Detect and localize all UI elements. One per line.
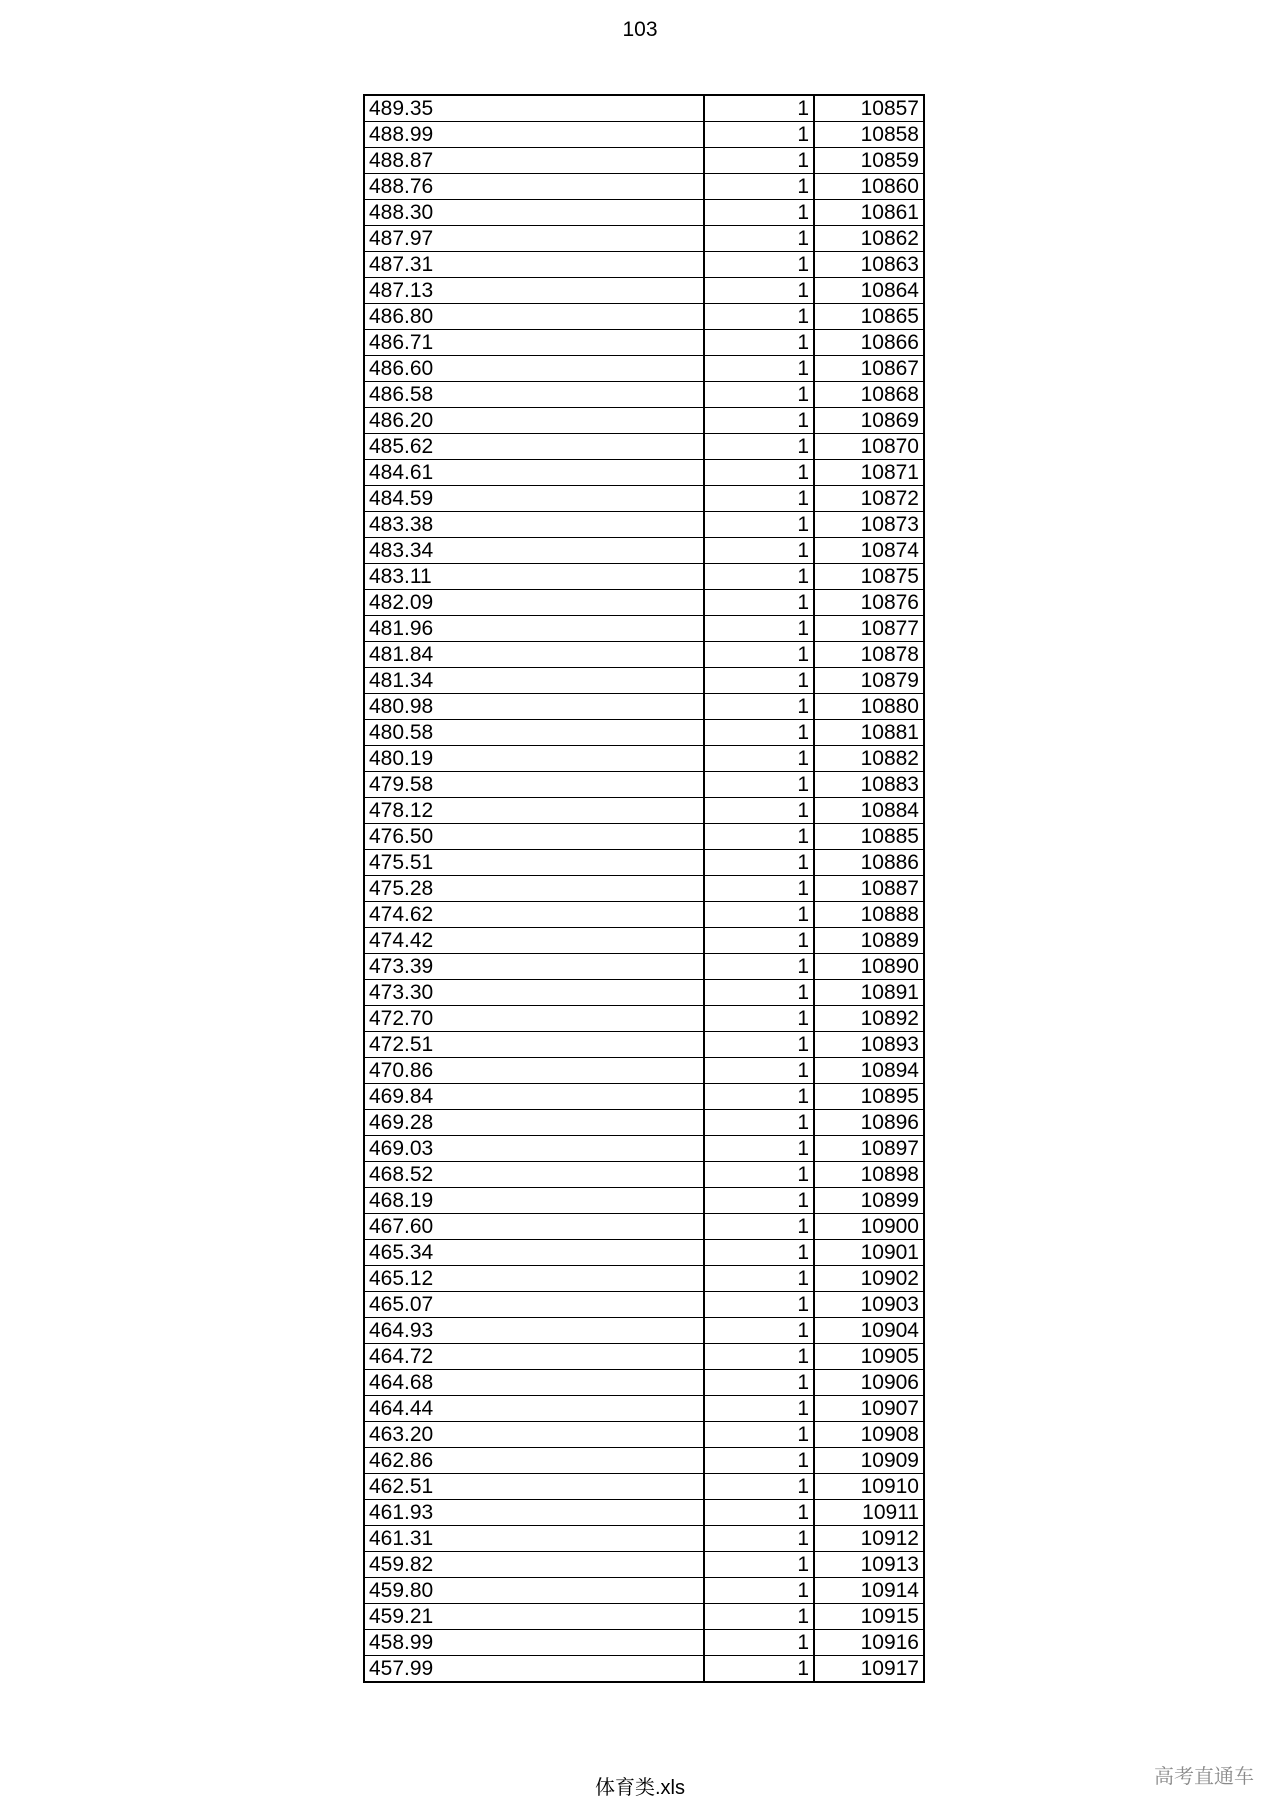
score-cell: 459.80 xyxy=(364,1578,704,1604)
count-cell: 1 xyxy=(704,1578,814,1604)
score-cell: 486.20 xyxy=(364,408,704,434)
count-cell: 1 xyxy=(704,1084,814,1110)
rank-cell: 10896 xyxy=(814,1110,924,1136)
table-row xyxy=(364,642,924,668)
rank-cell: 10892 xyxy=(814,1006,924,1032)
score-cell: 481.96 xyxy=(364,616,704,642)
table-row xyxy=(364,486,924,512)
rank-cell: 10914 xyxy=(814,1578,924,1604)
table-row xyxy=(364,590,924,616)
count-cell: 1 xyxy=(704,486,814,512)
rank-cell: 10915 xyxy=(814,1604,924,1630)
table-row xyxy=(364,1214,924,1240)
rank-cell: 10906 xyxy=(814,1370,924,1396)
rank-cell: 10868 xyxy=(814,382,924,408)
rank-cell: 10911 xyxy=(814,1500,924,1526)
rank-cell: 10893 xyxy=(814,1032,924,1058)
rank-cell: 10872 xyxy=(814,486,924,512)
table-row xyxy=(364,95,924,122)
score-cell: 468.52 xyxy=(364,1162,704,1188)
rank-cell: 10903 xyxy=(814,1292,924,1318)
rank-cell: 10912 xyxy=(814,1526,924,1552)
count-cell: 1 xyxy=(704,694,814,720)
score-cell: 487.31 xyxy=(364,252,704,278)
table-row xyxy=(364,1526,924,1552)
table-row xyxy=(364,1240,924,1266)
score-cell: 474.62 xyxy=(364,902,704,928)
table-row xyxy=(364,1136,924,1162)
score-cell: 483.11 xyxy=(364,564,704,590)
score-cell: 472.70 xyxy=(364,1006,704,1032)
count-cell: 1 xyxy=(704,1370,814,1396)
rank-cell: 10862 xyxy=(814,226,924,252)
count-cell: 1 xyxy=(704,980,814,1006)
rank-cell: 10865 xyxy=(814,304,924,330)
rank-cell: 10909 xyxy=(814,1448,924,1474)
score-cell: 475.28 xyxy=(364,876,704,902)
rank-cell: 10879 xyxy=(814,668,924,694)
count-cell: 1 xyxy=(704,564,814,590)
count-cell: 1 xyxy=(704,772,814,798)
table-row xyxy=(364,382,924,408)
count-cell: 1 xyxy=(704,1058,814,1084)
score-cell: 461.93 xyxy=(364,1500,704,1526)
rank-cell: 10900 xyxy=(814,1214,924,1240)
rank-cell: 10861 xyxy=(814,200,924,226)
score-cell: 464.68 xyxy=(364,1370,704,1396)
score-cell: 478.12 xyxy=(364,798,704,824)
table-row xyxy=(364,226,924,252)
count-cell: 1 xyxy=(704,174,814,200)
rank-cell: 10857 xyxy=(814,95,924,122)
score-cell: 486.58 xyxy=(364,382,704,408)
rank-cell: 10897 xyxy=(814,1136,924,1162)
count-cell: 1 xyxy=(704,356,814,382)
table-row xyxy=(364,616,924,642)
count-cell: 1 xyxy=(704,1032,814,1058)
table-row xyxy=(364,1474,924,1500)
rank-cell: 10885 xyxy=(814,824,924,850)
count-cell: 1 xyxy=(704,512,814,538)
table-row xyxy=(364,148,924,174)
rank-cell: 10904 xyxy=(814,1318,924,1344)
count-cell: 1 xyxy=(704,122,814,148)
count-cell: 1 xyxy=(704,720,814,746)
rank-cell: 10870 xyxy=(814,434,924,460)
rank-cell: 10860 xyxy=(814,174,924,200)
table-row xyxy=(364,278,924,304)
score-cell: 480.19 xyxy=(364,746,704,772)
table-row xyxy=(364,1006,924,1032)
table-row xyxy=(364,200,924,226)
score-cell: 480.58 xyxy=(364,720,704,746)
count-cell: 1 xyxy=(704,954,814,980)
rank-cell: 10877 xyxy=(814,616,924,642)
table-row xyxy=(364,746,924,772)
rank-cell: 10880 xyxy=(814,694,924,720)
count-cell: 1 xyxy=(704,1110,814,1136)
table-row xyxy=(364,408,924,434)
table-row xyxy=(364,1604,924,1630)
table-row xyxy=(364,1162,924,1188)
score-cell: 459.21 xyxy=(364,1604,704,1630)
count-cell: 1 xyxy=(704,1344,814,1370)
score-cell: 485.62 xyxy=(364,434,704,460)
count-cell: 1 xyxy=(704,850,814,876)
score-cell: 488.76 xyxy=(364,174,704,200)
count-cell: 1 xyxy=(704,1136,814,1162)
rank-cell: 10913 xyxy=(814,1552,924,1578)
table-row xyxy=(364,356,924,382)
rank-cell: 10899 xyxy=(814,1188,924,1214)
table-row xyxy=(364,954,924,980)
table-row xyxy=(364,1292,924,1318)
rank-cell: 10889 xyxy=(814,928,924,954)
count-cell: 1 xyxy=(704,746,814,772)
score-cell: 462.86 xyxy=(364,1448,704,1474)
score-cell: 464.72 xyxy=(364,1344,704,1370)
count-cell: 1 xyxy=(704,1630,814,1656)
table-row xyxy=(364,1318,924,1344)
score-cell: 479.58 xyxy=(364,772,704,798)
table-row xyxy=(364,928,924,954)
count-cell: 1 xyxy=(704,1318,814,1344)
score-cell: 465.34 xyxy=(364,1240,704,1266)
count-cell: 1 xyxy=(704,1162,814,1188)
rank-cell: 10883 xyxy=(814,772,924,798)
score-cell: 484.59 xyxy=(364,486,704,512)
score-cell: 484.61 xyxy=(364,460,704,486)
rank-cell: 10887 xyxy=(814,876,924,902)
rank-cell: 10859 xyxy=(814,148,924,174)
count-cell: 1 xyxy=(704,538,814,564)
rank-cell: 10884 xyxy=(814,798,924,824)
count-cell: 1 xyxy=(704,1006,814,1032)
count-cell: 1 xyxy=(704,1214,814,1240)
score-cell: 483.38 xyxy=(364,512,704,538)
score-cell: 486.60 xyxy=(364,356,704,382)
count-cell: 1 xyxy=(704,1266,814,1292)
count-cell: 1 xyxy=(704,1448,814,1474)
count-cell: 1 xyxy=(704,408,814,434)
table-row xyxy=(364,1396,924,1422)
rank-cell: 10876 xyxy=(814,590,924,616)
rank-cell: 10901 xyxy=(814,1240,924,1266)
table-row xyxy=(364,122,924,148)
score-cell: 469.28 xyxy=(364,1110,704,1136)
count-cell: 1 xyxy=(704,200,814,226)
rank-cell: 10869 xyxy=(814,408,924,434)
rank-cell: 10886 xyxy=(814,850,924,876)
score-cell: 457.99 xyxy=(364,1656,704,1683)
table-row xyxy=(364,1422,924,1448)
table-row xyxy=(364,1032,924,1058)
count-cell: 1 xyxy=(704,252,814,278)
watermark-text: 高考直通车 xyxy=(1154,1766,1254,1788)
table-row xyxy=(364,1630,924,1656)
count-cell: 1 xyxy=(704,876,814,902)
count-cell: 1 xyxy=(704,1188,814,1214)
rank-cell: 10882 xyxy=(814,746,924,772)
score-cell: 489.35 xyxy=(364,95,704,122)
rank-cell: 10871 xyxy=(814,460,924,486)
rank-cell: 10866 xyxy=(814,330,924,356)
score-cell: 487.97 xyxy=(364,226,704,252)
rank-cell: 10867 xyxy=(814,356,924,382)
count-cell: 1 xyxy=(704,928,814,954)
rank-cell: 10864 xyxy=(814,278,924,304)
score-cell: 488.87 xyxy=(364,148,704,174)
count-cell: 1 xyxy=(704,616,814,642)
count-cell: 1 xyxy=(704,304,814,330)
table-row xyxy=(364,460,924,486)
table-row xyxy=(364,668,924,694)
table-row xyxy=(364,902,924,928)
rank-cell: 10875 xyxy=(814,564,924,590)
table-row xyxy=(364,824,924,850)
table-row xyxy=(364,538,924,564)
table-row xyxy=(364,434,924,460)
score-cell: 487.13 xyxy=(364,278,704,304)
table-row xyxy=(364,1058,924,1084)
table-row xyxy=(364,850,924,876)
table-row xyxy=(364,1266,924,1292)
table-body xyxy=(364,95,924,1682)
rank-cell: 10894 xyxy=(814,1058,924,1084)
table-row xyxy=(364,1084,924,1110)
score-cell: 472.51 xyxy=(364,1032,704,1058)
footer-filename: 体育类.xls xyxy=(595,1777,685,1799)
rank-cell: 10908 xyxy=(814,1422,924,1448)
rank-cell: 10858 xyxy=(814,122,924,148)
score-cell: 458.99 xyxy=(364,1630,704,1656)
rank-cell: 10902 xyxy=(814,1266,924,1292)
rank-cell: 10907 xyxy=(814,1396,924,1422)
score-cell: 467.60 xyxy=(364,1214,704,1240)
score-cell: 488.99 xyxy=(364,122,704,148)
score-cell: 462.51 xyxy=(364,1474,704,1500)
count-cell: 1 xyxy=(704,1500,814,1526)
rank-cell: 10890 xyxy=(814,954,924,980)
score-cell: 470.86 xyxy=(364,1058,704,1084)
count-cell: 1 xyxy=(704,460,814,486)
count-cell: 1 xyxy=(704,95,814,122)
count-cell: 1 xyxy=(704,226,814,252)
table-row xyxy=(364,1578,924,1604)
table-row xyxy=(364,980,924,1006)
count-cell: 1 xyxy=(704,1396,814,1422)
score-cell: 486.71 xyxy=(364,330,704,356)
score-cell: 459.82 xyxy=(364,1552,704,1578)
count-cell: 1 xyxy=(704,434,814,460)
count-cell: 1 xyxy=(704,1552,814,1578)
score-cell: 464.44 xyxy=(364,1396,704,1422)
table-row xyxy=(364,1448,924,1474)
rank-cell: 10910 xyxy=(814,1474,924,1500)
score-cell: 474.42 xyxy=(364,928,704,954)
score-cell: 463.20 xyxy=(364,1422,704,1448)
count-cell: 1 xyxy=(704,1656,814,1683)
score-cell: 483.34 xyxy=(364,538,704,564)
score-cell: 476.50 xyxy=(364,824,704,850)
rank-cell: 10874 xyxy=(814,538,924,564)
count-cell: 1 xyxy=(704,330,814,356)
score-cell: 482.09 xyxy=(364,590,704,616)
rank-cell: 10881 xyxy=(814,720,924,746)
rank-cell: 10895 xyxy=(814,1084,924,1110)
table-row xyxy=(364,330,924,356)
rank-cell: 10905 xyxy=(814,1344,924,1370)
table-row xyxy=(364,1188,924,1214)
table-row xyxy=(364,512,924,538)
count-cell: 1 xyxy=(704,642,814,668)
score-cell: 468.19 xyxy=(364,1188,704,1214)
rank-cell: 10898 xyxy=(814,1162,924,1188)
score-cell: 475.51 xyxy=(364,850,704,876)
table-row xyxy=(364,1656,924,1683)
table-row xyxy=(364,1110,924,1136)
rank-cell: 10917 xyxy=(814,1656,924,1683)
table-row xyxy=(364,694,924,720)
count-cell: 1 xyxy=(704,1240,814,1266)
score-cell: 481.34 xyxy=(364,668,704,694)
score-cell: 465.07 xyxy=(364,1292,704,1318)
count-cell: 1 xyxy=(704,1604,814,1630)
table-row xyxy=(364,252,924,278)
count-cell: 1 xyxy=(704,798,814,824)
count-cell: 1 xyxy=(704,148,814,174)
rank-cell: 10916 xyxy=(814,1630,924,1656)
table-row xyxy=(364,798,924,824)
rank-cell: 10878 xyxy=(814,642,924,668)
table-row xyxy=(364,876,924,902)
score-cell: 488.30 xyxy=(364,200,704,226)
count-cell: 1 xyxy=(704,668,814,694)
table-row xyxy=(364,304,924,330)
score-cell: 465.12 xyxy=(364,1266,704,1292)
score-cell: 469.03 xyxy=(364,1136,704,1162)
table-row xyxy=(364,1370,924,1396)
score-cell: 469.84 xyxy=(364,1084,704,1110)
rank-cell: 10863 xyxy=(814,252,924,278)
count-cell: 1 xyxy=(704,902,814,928)
page-number: 103 xyxy=(622,18,658,41)
table-row xyxy=(364,174,924,200)
score-cell: 473.39 xyxy=(364,954,704,980)
score-table xyxy=(363,94,925,1683)
score-cell: 481.84 xyxy=(364,642,704,668)
table-row xyxy=(364,772,924,798)
count-cell: 1 xyxy=(704,278,814,304)
count-cell: 1 xyxy=(704,590,814,616)
rank-cell: 10873 xyxy=(814,512,924,538)
count-cell: 1 xyxy=(704,1422,814,1448)
table-row xyxy=(364,564,924,590)
count-cell: 1 xyxy=(704,1292,814,1318)
count-cell: 1 xyxy=(704,824,814,850)
score-cell: 473.30 xyxy=(364,980,704,1006)
rank-cell: 10891 xyxy=(814,980,924,1006)
score-cell: 480.98 xyxy=(364,694,704,720)
table-row xyxy=(364,1552,924,1578)
count-cell: 1 xyxy=(704,1526,814,1552)
score-cell: 461.31 xyxy=(364,1526,704,1552)
score-cell: 486.80 xyxy=(364,304,704,330)
table-row xyxy=(364,1344,924,1370)
rank-cell: 10888 xyxy=(814,902,924,928)
count-cell: 1 xyxy=(704,1474,814,1500)
table-row xyxy=(364,1500,924,1526)
score-cell: 464.93 xyxy=(364,1318,704,1344)
count-cell: 1 xyxy=(704,382,814,408)
table-row xyxy=(364,720,924,746)
